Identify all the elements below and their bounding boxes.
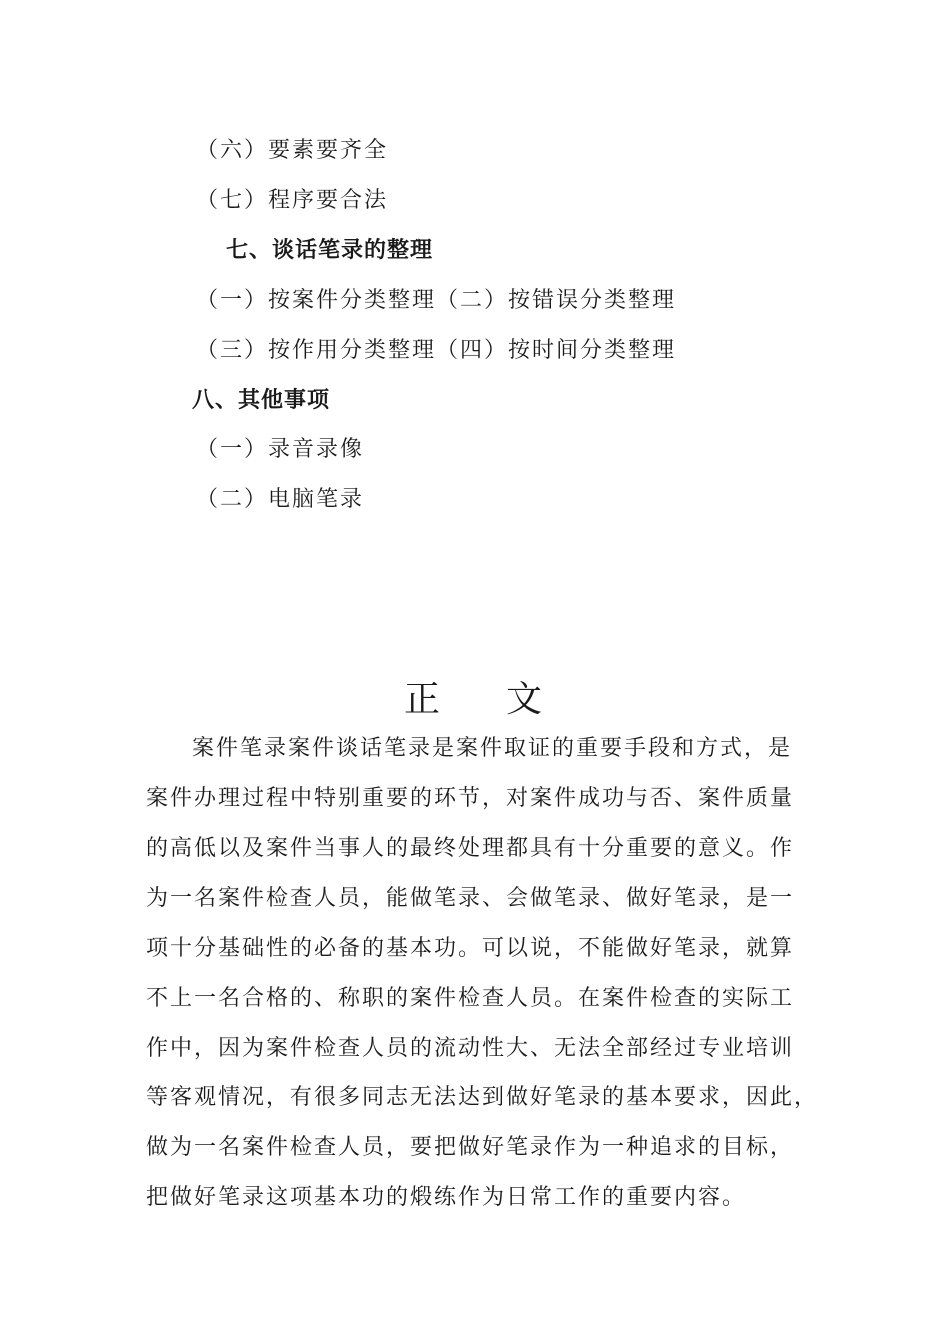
body-line: 等客观情况，有很多同志无法达到做好笔录的基本要求，因此，	[146, 1085, 819, 1110]
body-line: 案件笔录案件谈话笔录是案件取证的重要手段和方式，是	[192, 736, 793, 761]
title-char-2: 文	[506, 679, 547, 720]
body-line: 把做好笔录这项基本功的煅练作为日常工作的重要内容。	[146, 1185, 747, 1210]
outline-item-7: （七）程序要合法	[196, 188, 389, 213]
section-8-item-2: （二）电脑笔录	[196, 487, 365, 512]
body-line: 为一名案件检查人员，能做笔录、会做笔录、做好笔录，是一	[146, 886, 795, 911]
body-line: 的高低以及案件当事人的最终处理都具有十分重要的意义。作	[146, 836, 795, 861]
title-char-1: 正	[403, 679, 444, 720]
section-7-line-1: （一）按案件分类整理（二）按错误分类整理	[196, 288, 677, 313]
page-title	[0, 676, 950, 724]
section-7-line-2: （三）按作用分类整理（四）按时间分类整理	[196, 338, 677, 363]
section-8-title: 八、其他事项	[192, 388, 331, 413]
body-line: 项十分基础性的必备的基本功。可以说，不能做好笔录，就算	[146, 936, 795, 961]
body-line: 案件办理过程中特别重要的环节，对案件成功与否、案件质量	[146, 786, 795, 811]
body-line: 不上一名合格的、称职的案件检查人员。在案件检查的实际工	[146, 986, 795, 1011]
section-8-item-1: （一）录音录像	[196, 437, 365, 462]
outline-item-6: （六）要素要齐全	[196, 138, 389, 163]
section-7-title: 七、谈话笔录的整理	[226, 238, 434, 263]
body-line: 作中，因为案件检查人员的流动性大、无法全部经过专业培训	[146, 1036, 795, 1061]
body-line: 做为一名案件检查人员，要把做好笔录作为一种追求的目标，	[146, 1135, 795, 1160]
